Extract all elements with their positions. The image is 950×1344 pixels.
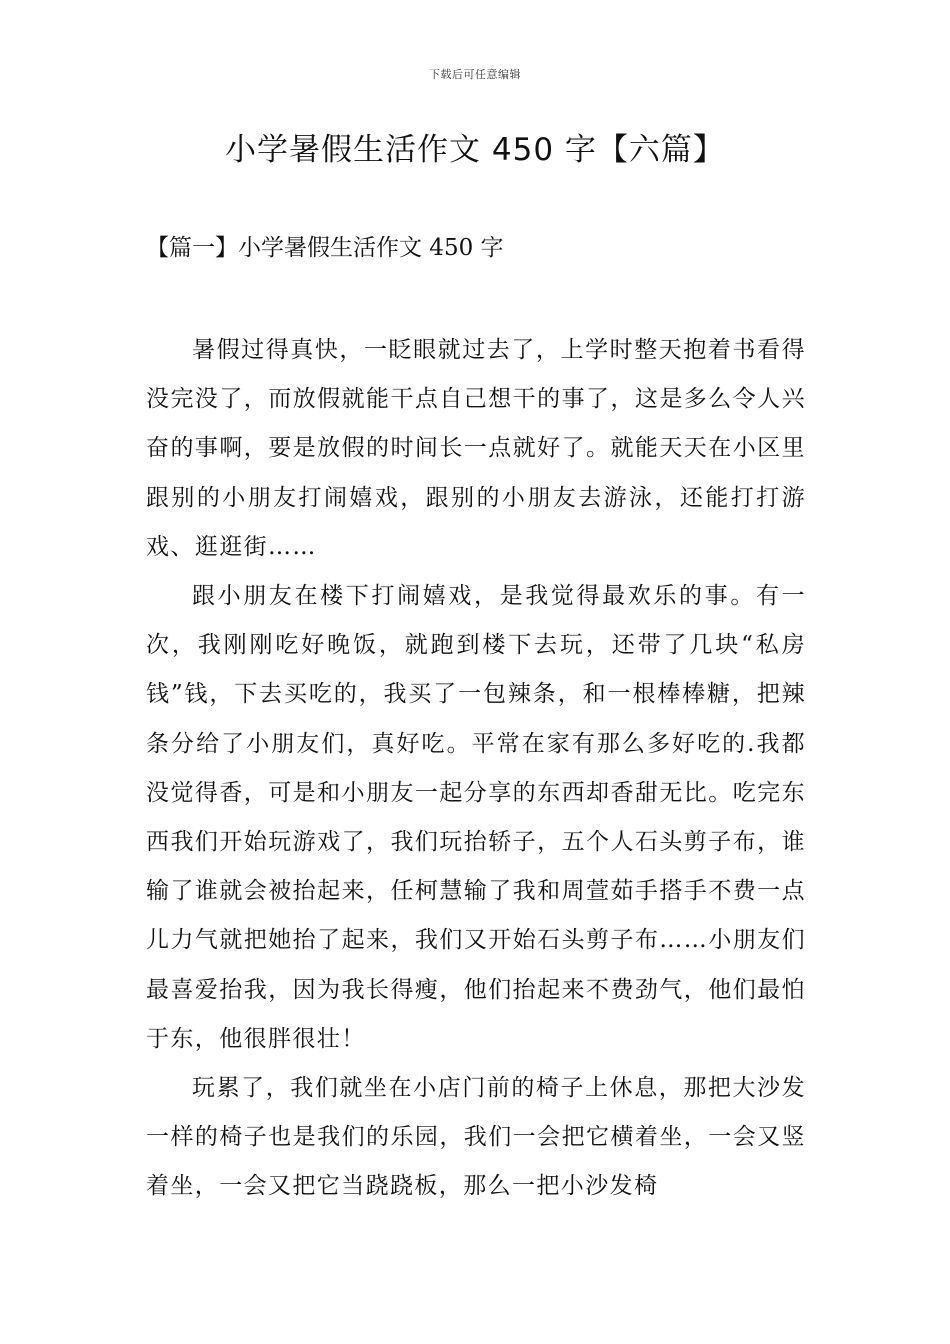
paragraph-1: 暑假过得真快，一眨眼就过去了，上学时整天抱着书看得没完没了，而放假就能干点自己想干的事了，这是多么令人兴奋的事啊，要是放假的时间长一点就好了。就能天天在小区里跟别的小朋友打闹嬉戏，跟别的小朋友去游泳，还能打打游戏、逛逛街…… bbox=[146, 337, 806, 560]
section-heading: 【篇一】小学暑假生活作文 450 字 bbox=[146, 235, 504, 261]
document-title: 小学暑假生活作文 450 字【六篇】 bbox=[225, 132, 725, 168]
article-body bbox=[146, 326, 806, 1212]
paragraph-3: 玩累了，我们就坐在小店门前的椅子上休息，那把大沙发一样的椅子也是我们的乐园，我们一会把它横着坐，一会又竖着坐，一会又把它当跷跷板，那么一把小沙发椅 bbox=[146, 1075, 806, 1200]
paragraph-2: 跟小朋友在楼下打闹嬉戏，是我觉得最欢乐的事。有一次，我刚刚吃好晚饭，就跑到楼下去玩，还带了几块“私房钱”钱，下去买吃的，我买了一包辣条，和一根棒棒糖，把辣条分给了小朋友们，真好吃。平常在家有那么多好吃的.我都没觉得香，可是和小朋友一起分享的东西却香甜无比。吃完东西我们开始玩游戏了，我们玩抬轿子，五个人石头剪子布，谁输了谁就会被抬起来，任柯慧输了我和周萱茹手搭手不费一点儿力气就把她抬了起来，我们又开始石头剪子布……小朋友们最喜爱抬我，因为我长得瘦，他们抬起来不费劲气，他们最怕于东，他很胖很壮！ bbox=[146, 583, 806, 1052]
header-note: 下载后可任意编辑 bbox=[429, 68, 521, 81]
